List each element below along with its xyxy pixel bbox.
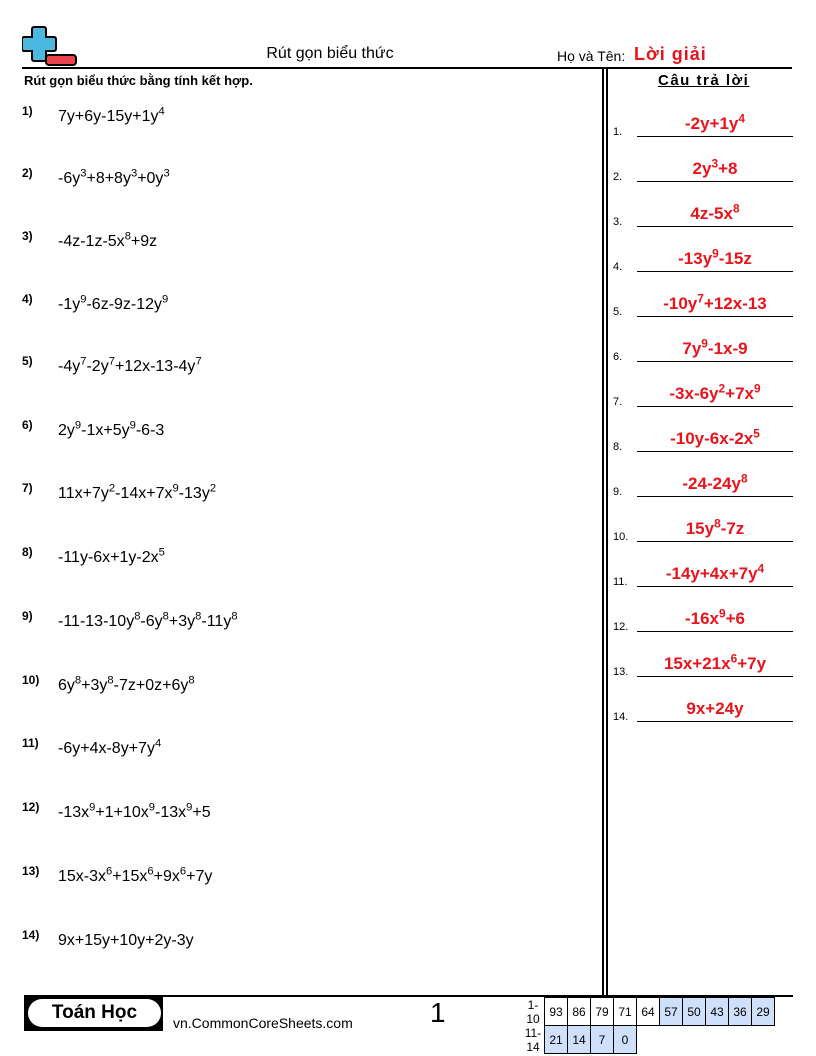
score-row (522, 1026, 775, 1054)
answer-row (613, 235, 793, 275)
answer-row (613, 100, 793, 140)
score-cell: 71 (614, 998, 637, 1026)
problem-item (22, 418, 164, 440)
answer-number: 3. (613, 216, 623, 228)
score-cell: 0 (614, 1026, 637, 1054)
problem-number: 11) (22, 736, 39, 750)
answer-number: 2. (613, 171, 623, 183)
score-cell: 79 (591, 998, 614, 1026)
answer-row (613, 595, 793, 635)
problem-expression: $-4z-1z-5x^8+9z$ (58, 230, 158, 250)
answer-row (613, 685, 793, 725)
score-row (522, 998, 775, 1026)
answer-line (637, 586, 793, 588)
score-cell-empty (660, 1026, 683, 1054)
problem-number: 8) (22, 545, 33, 559)
score-cell: 86 (568, 998, 591, 1026)
score-cell-empty (683, 1026, 706, 1054)
problem-item (22, 292, 168, 314)
answer-row (613, 415, 793, 455)
problem-expression: $-13x^9+1+10x^9-13x^9+5$ (58, 801, 211, 821)
problem-number: 12) (22, 800, 40, 814)
problem-expression: $6y^8+3y^8-7z+0z+6y^8$ (58, 674, 195, 694)
column-divider (602, 69, 604, 996)
problem-expression: $-11y-6x+1y-2x^5$ (58, 546, 165, 566)
answer-number: 7. (613, 396, 623, 408)
worksheet-title: Rút gọn biểu thức (266, 45, 394, 62)
problem-item (22, 229, 157, 251)
problem-expression: $-6y+4x-8y+7y^4$ (58, 737, 162, 757)
problem-expression: $-4y^7-2y^7+12x-13-4y^7$ (58, 355, 202, 375)
answer-value: $15y^8-7z$ (685, 516, 745, 538)
problem-item (22, 545, 165, 567)
score-cell: 36 (729, 998, 752, 1026)
problem-number: 3) (22, 229, 33, 243)
answer-line (637, 181, 793, 183)
score-range-label: 11-14 (524, 1025, 542, 1054)
answer-row (613, 190, 793, 230)
column-divider (606, 69, 608, 996)
problem-expression: 9x+15y+10y+2y-3y (58, 932, 194, 949)
answer-number: 10. (613, 531, 629, 543)
problem-item (22, 928, 194, 950)
site-url: vn.CommonCoreSheets.com (173, 1015, 353, 1031)
answer-row (613, 505, 793, 545)
answer-number: 6. (613, 351, 623, 363)
answer-number: 14. (613, 711, 629, 723)
score-cell-empty (706, 1026, 729, 1054)
problem-item (22, 864, 212, 886)
problem-expression: $7y+6y-15y+1y^4$ (58, 105, 165, 125)
score-cell-empty (637, 1026, 660, 1054)
answer-row (613, 460, 793, 500)
answers-header: Câu trả lời (658, 72, 750, 89)
score-cell: 64 (637, 998, 660, 1026)
problem-expression: $-1y^9-6z-9z-12y^9$ (58, 293, 169, 313)
answer-line (637, 136, 793, 138)
answer-number: 8. (613, 441, 623, 453)
answer-value: $-2y+1y^4$ (684, 111, 746, 133)
problem-number: 4) (22, 292, 33, 306)
problem-number: 9) (22, 609, 33, 623)
answer-row (613, 550, 793, 590)
answer-row (613, 280, 793, 320)
answer-row (613, 640, 793, 680)
problem-expression: $2y^9-1x+5y^9-6-3$ (58, 419, 165, 439)
answer-number: 11. (613, 576, 628, 588)
answer-number: 13. (613, 666, 629, 678)
header-divider (22, 67, 792, 69)
problem-number: 1) (22, 104, 33, 118)
score-table (522, 997, 775, 1054)
problem-expression: $-11-13-10y^8-6y^8+3y^8-11y^8$ (58, 610, 238, 630)
problem-item (22, 104, 165, 126)
score-cell-empty (752, 1026, 775, 1054)
page-number: 1 (430, 997, 446, 1028)
answer-line (637, 271, 793, 273)
answer-number: 9. (613, 486, 623, 498)
problem-number: 13) (22, 864, 40, 878)
score-range-label: 1-10 (526, 997, 540, 1026)
problem-item (22, 736, 161, 758)
score-cell: 21 (545, 1026, 568, 1054)
problem-item (22, 354, 202, 376)
problem-item (22, 609, 238, 631)
score-cell: 14 (568, 1026, 591, 1054)
score-cell-empty (729, 1026, 752, 1054)
answer-line (637, 721, 793, 723)
answer-value: $15x+21x^6+7y$ (663, 651, 767, 673)
answer-value: $4z-5x^8$ (690, 201, 740, 223)
problem-expression: $15x-3x^6+15x^6+9x^6+7y$ (58, 865, 213, 885)
answer-number: 5. (613, 306, 623, 318)
answer-number: 1. (613, 126, 623, 138)
score-cell: 93 (545, 998, 568, 1026)
score-cell: 7 (591, 1026, 614, 1054)
answer-line (637, 361, 793, 363)
answer-line (637, 496, 793, 498)
answer-row (613, 145, 793, 185)
answer-value: $-13y^9-15z$ (678, 246, 752, 268)
instructions: Rút gọn biểu thức bằng tính kết hợp. (24, 73, 253, 88)
answer-line (637, 676, 793, 678)
score-cell: 50 (683, 998, 706, 1026)
name-label: Họ và Tên: (557, 48, 626, 64)
score-cell: 57 (660, 998, 683, 1026)
answer-value: $-16x^9+6$ (684, 606, 746, 628)
answer-value: $-3x-6y^2+7x^9$ (669, 381, 761, 403)
name-value: Lời giải (634, 44, 707, 64)
answer-value: 9x+24y (686, 699, 744, 718)
problem-item (22, 166, 170, 188)
problem-number: 5) (22, 354, 33, 368)
problem-item (22, 673, 195, 695)
answer-number: 12. (613, 621, 629, 633)
plus-minus-icon (22, 25, 78, 67)
problem-expression: $-6y^3+8+8y^3+0y^3$ (58, 167, 170, 187)
problem-expression: $11x+7y^2-14x+7x^9-13y^2$ (58, 482, 217, 502)
answer-line (637, 451, 793, 453)
problem-number: 7) (22, 481, 33, 495)
answer-value: $7y^9-1x-9$ (682, 336, 748, 358)
answer-row (613, 325, 793, 365)
brand-label: Toán Học (28, 999, 161, 1027)
problem-number: 14) (22, 928, 40, 942)
answer-line (637, 316, 793, 318)
answer-value: $-14y+4x+7y^4$ (665, 561, 765, 583)
problem-item (22, 481, 216, 503)
answer-value: $-10y-6x-2x^5$ (670, 426, 760, 448)
answer-value: $2y^3+8$ (692, 156, 738, 178)
problem-number: 6) (22, 418, 33, 432)
answer-row (613, 370, 793, 410)
answer-line (637, 631, 793, 633)
score-cell: 43 (706, 998, 729, 1026)
answer-line (637, 406, 793, 408)
answer-line (637, 226, 793, 228)
problem-item (22, 800, 211, 822)
problem-number: 2) (22, 166, 33, 180)
score-cell: 29 (752, 998, 775, 1026)
problem-number: 10) (22, 673, 40, 687)
answer-line (637, 541, 793, 543)
answer-value: $-24-24y^8$ (682, 471, 748, 493)
answer-number: 4. (613, 261, 623, 273)
answer-value: $-10y^7+12x-13$ (663, 291, 767, 313)
